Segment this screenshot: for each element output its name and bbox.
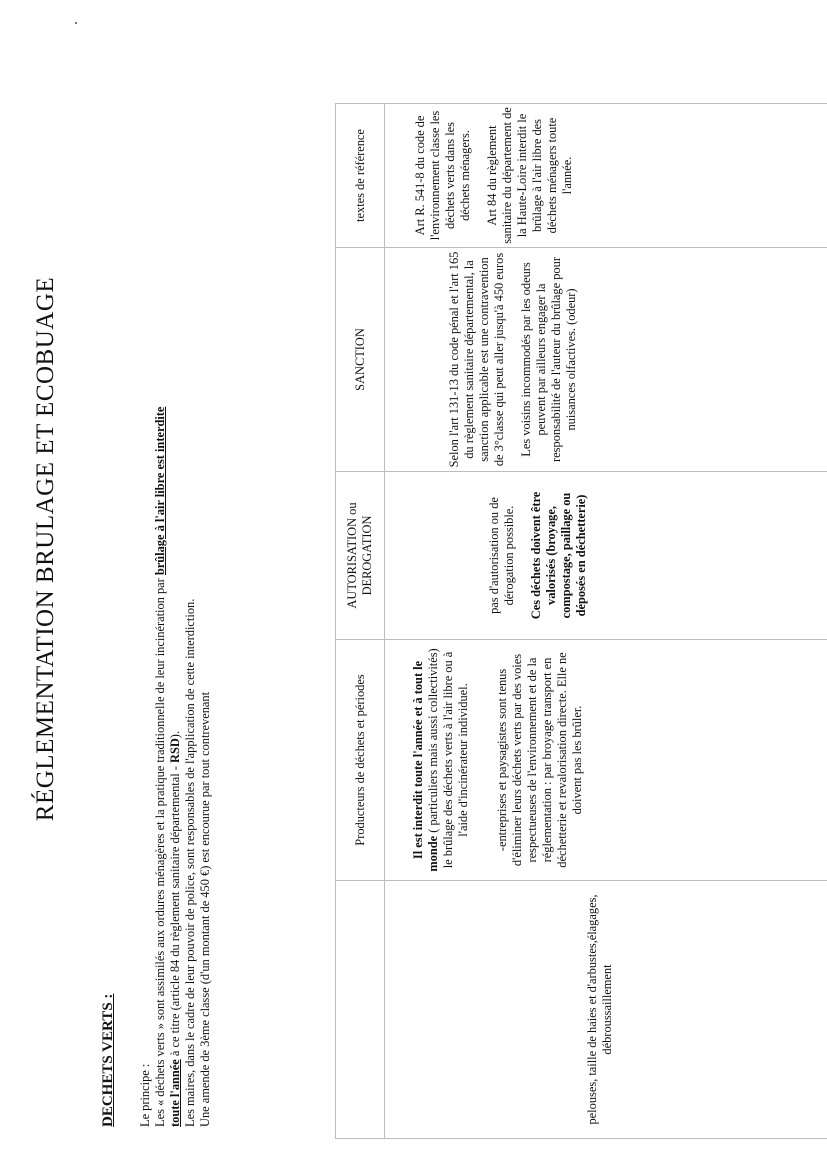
sanction-paragraph-2: Les voisins incommodés par les odeurs peuvent par ailleurs engager la responsabilité de l'auteur du brûlage pour nuisances olfactives. (odeur) xyxy=(519,257,578,462)
authorization-paragraph-2: Ces déchets doivent être valorisés (broyage, compostage, paillage ou déposés en déchetterie) xyxy=(529,491,588,620)
references-paragraph-2: Art 84 du règlement sanitaire du département de la Haute-Loire interdit le brûlage à l'air libre des déchets ménagers toute l'année. xyxy=(485,107,574,244)
producers-ban-text: ( particuliers mais aussi collectivités) le brûlage des déchets verts à l'air libre ou à l'aide d'incinérateur individuel. xyxy=(426,648,470,869)
header-sanction: SANCTION xyxy=(336,248,385,472)
producers-paragraph-2: -entreprises et paysagistes sont tenus d'éliminer leurs déchets verts par des voies respectueuses de l'environnement et de la réglementation : par broyage transport en déchetterie et revalorisation directe. Elle ne doivent pas les brûler. xyxy=(495,652,584,868)
references-paragraph-1: Art R. 541-8 du code de l'environnement classe les déchets verts dans les déchets ménagers. xyxy=(413,110,472,241)
intro-paragraph xyxy=(138,7,213,1127)
sanction-paragraph-1: Selon l'art 131-13 du code pénal et l'art 165 du règlement sanitaire départemental, la sanction applicable est une contravention de 3°classe qui peut aller jusqu'à 450 euros xyxy=(447,251,506,468)
intro-line-2 xyxy=(153,7,168,1127)
header-category xyxy=(336,881,385,1139)
section-heading: DECHETS VERTS : xyxy=(100,993,116,1127)
regulation-table xyxy=(335,103,827,1139)
intro-all-year-emphasis: toute l'année xyxy=(168,1059,182,1127)
intro-line-3 xyxy=(168,7,183,1127)
intro-line-5: Une amende de 3ème classe (d'un montant de 450 €) est encourue par tout contrevenant xyxy=(198,691,212,1127)
table-header-row xyxy=(336,104,385,1139)
table-row xyxy=(385,104,827,1139)
cell-category: pelouses, taille de haies et d'arbustes,élagages, débroussaillement xyxy=(385,881,827,1139)
cell-producers xyxy=(385,640,827,881)
cell-references xyxy=(385,104,827,248)
page-title: RÉGLEMENTATION BRULAGE ET ECOBUAGE xyxy=(32,276,59,822)
cell-authorization xyxy=(385,472,827,640)
producers-paragraph-1 xyxy=(411,643,471,877)
intro-line-4: Les maires, dans le cadre de leur pouvoir de police, sont responsables de l'application de cette interdiction. xyxy=(183,598,197,1127)
scan-speck xyxy=(75,22,77,24)
intro-line-3-text: à ce titre (article 84 du règlement sanitaire départemental - xyxy=(168,762,182,1060)
cell-sanction xyxy=(385,248,827,472)
header-authorization: AUTORISATION ou DEROGATION xyxy=(336,472,385,640)
authorization-paragraph-1: pas d'autorisation ou de dérogation possible. xyxy=(487,497,516,614)
producers-ban-emphasis: Il est interdit toute l'année et à tout le monde xyxy=(411,660,440,872)
header-producers: Producteurs de déchets et périodes xyxy=(336,640,385,881)
header-references: textes de référence xyxy=(336,104,385,248)
intro-ban-emphasis: brûlage à l'air libre est interdite xyxy=(153,406,167,576)
intro-line-3-end: ). xyxy=(168,730,182,739)
intro-rsd-abbrev: RSD xyxy=(168,738,182,763)
intro-line-2-text: Les « déchets verts » sont assimilés aux ordures ménagères et la pratique traditionnelle de leur incinération par xyxy=(153,575,167,1127)
intro-principle-label: Le principe : xyxy=(138,1063,152,1127)
